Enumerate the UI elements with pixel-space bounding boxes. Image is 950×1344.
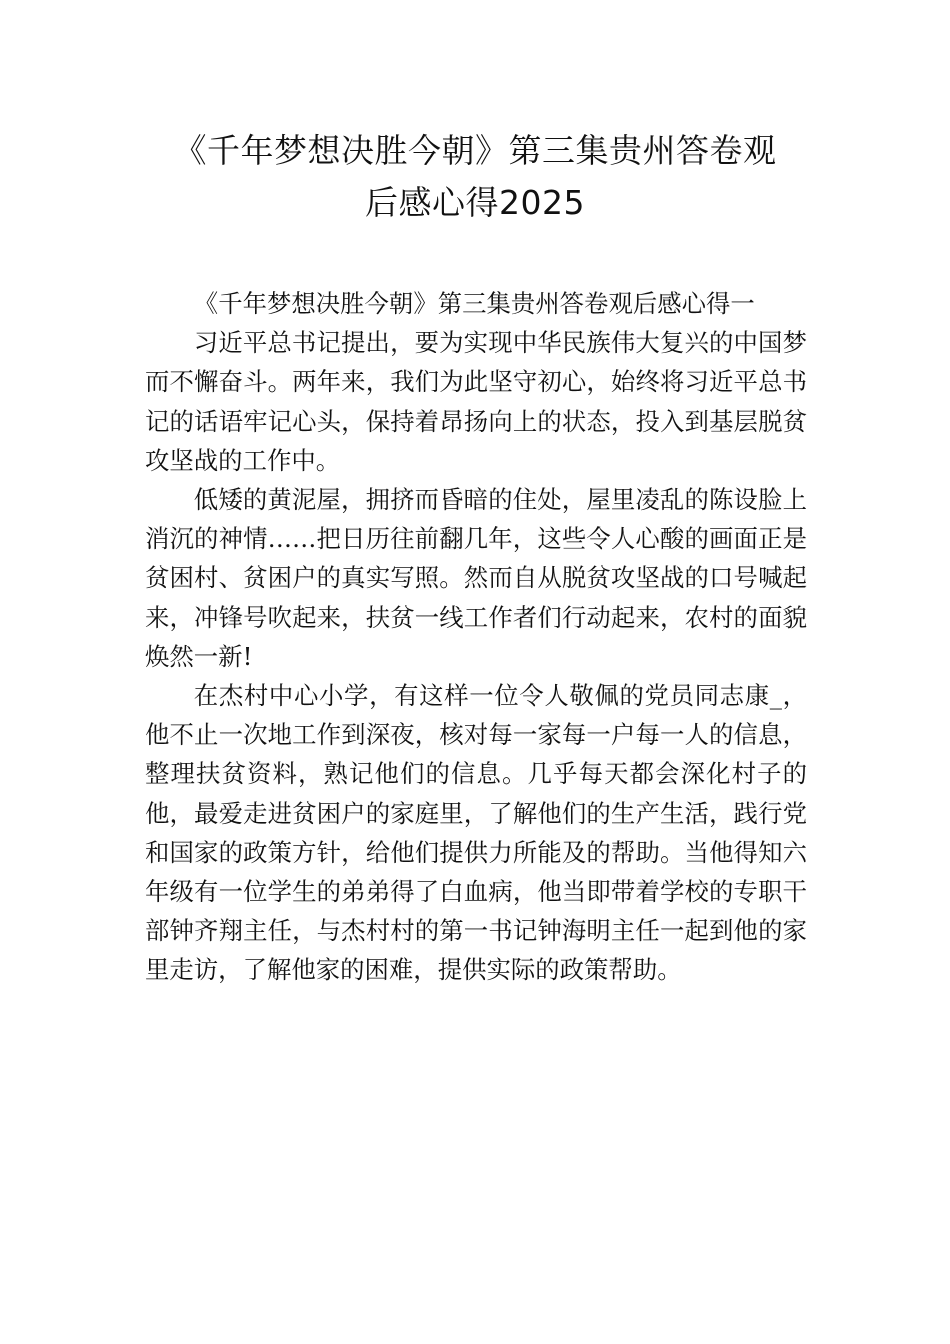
document-title <box>120 125 830 229</box>
title-line-2: 后感心得2025 <box>365 183 585 222</box>
title-line-1: 《千年梦想决胜今朝》第三集贵州答卷观 <box>173 131 777 170</box>
body-paragraph-1: 习近平总书记提出，要为实现中华民族伟大复兴的中国梦而不懈奋斗。两年来，我们为此坚守初心，始终将习近平总书记的话语牢记心头，保持着昂扬向上的状态，投入到基层脱贫攻坚战的工作中。 <box>145 328 807 475</box>
section-heading: 《千年梦想决胜今朝》第三集贵州答卷观后感心得一 <box>193 289 755 318</box>
document-body <box>145 284 807 990</box>
body-paragraph-2: 低矮的黄泥屋，拥挤而昏暗的住处，屋里凌乱的陈设脸上消沉的神情……把日历往前翻几年，这些令人心酸的画面正是贫困村、贫困户的真实写照。然而自从脱贫攻坚战的口号喊起来，冲锋号吹起来，扶贫一线工作者们行动起来，农村的面貌焕然一新! <box>145 485 807 671</box>
body-paragraph-3: 在杰村中心小学，有这样一位令人敬佩的党员同志康_，他不止一次地工作到深夜，核对每一家每一户每一人的信息，整理扶贫资料，熟记他们的信息。几乎每天都会深化村子的他，最爱走进贫困户的家庭里，了解他们的生产生活，践行党和国家的政策方针，给他们提供力所能及的帮助。当他得知六年级有一位学生的弟弟得了白血病，他当即带着学校的专职干部钟齐翔主任，与杰村村的第一书记钟海明主任一起到他的家里走访，了解他家的困难，提供实际的政策帮助。 <box>145 681 807 985</box>
